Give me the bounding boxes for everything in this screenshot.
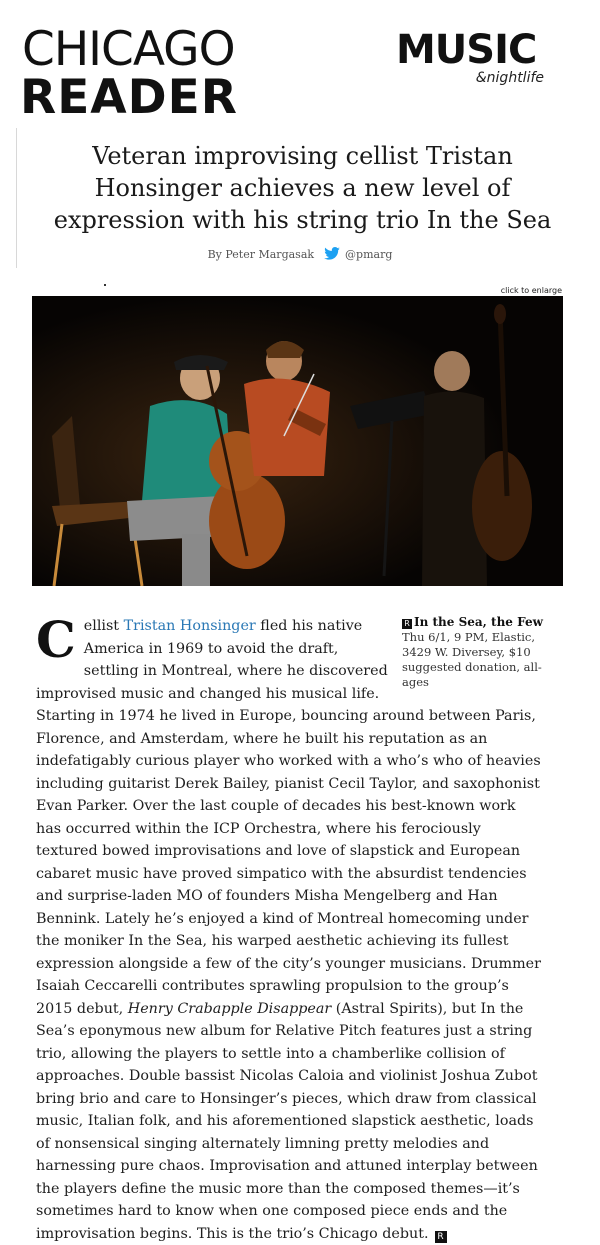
paragraph-end: (Astral Spirits), but In the Sea’s eponymous new album for Relative Pitch features just a string trio, allowing the players to settle into a chamberlike collision of approaches. Double bassist Nicolas Caloia and violinist Joshua Zubot bring brio and care to Honsinger’s pieces, which draw from classical music, Italian folk, and his aforementioned slapstick aesthetic, loads of nonsensical singing alternately limning pretty melodies and harnessing pure chaos. Improvisation and attuned interplay between the players define the music more than the composed themes—it’s sometimes hard to know when one composed piece ends and the improvisation begins. This is the trio’s Chicago debut. bbox=[36, 1000, 538, 1242]
drop-cap: C bbox=[36, 610, 76, 669]
album-title: Henry Crabapple Disappear bbox=[127, 1000, 332, 1017]
byline-author: By Peter Margasak bbox=[207, 248, 315, 261]
paragraph-middle: fled his native America in 1969 to avoid the draft, settling in Montreal, where he discovered improvised music and changed his musical life. Starting in 1974 he lived in Europe, bouncing around between Paris, Florence, and Amsterdam, where he built his reputation as an indefatigably curious player who worked with a who’s who of heavies including guitarist Derek Bailey, pianist Cecil Taylor, and saxophonist Evan Parker. Over the last couple of decades his best-known work has occurred within the ICP Orchestra, where his ferociously textured bowed improvisations and love of slapstick and European cabaret music have proved simpatico with the absurdist tendencies and surprise-laden MO of founders Misha Mengelberg and Han Bennink. Lately he’s enjoyed a kind of Montreal homecoming under the moniker In the Sea, his warped aesthetic achieving its fullest expression alongside a few of the city’s younger musicians. Drummer Isaiah Ceccarelli contributes sprawling propulsion to the group’s 2015 debut, bbox=[36, 618, 541, 1017]
section-logo[interactable] bbox=[386, 24, 558, 94]
article-photo[interactable] bbox=[32, 296, 563, 586]
logo-reader-word: READER bbox=[20, 70, 238, 125]
section-music-word: MUSIC bbox=[396, 27, 537, 73]
reader-badge-icon: R bbox=[402, 619, 412, 629]
reader-end-icon: R bbox=[435, 1231, 447, 1243]
masthead bbox=[0, 0, 600, 128]
chicago-reader-logo[interactable] bbox=[12, 20, 288, 125]
twitter-handle-link[interactable]: @pmarg bbox=[345, 248, 393, 261]
twitter-bird-icon[interactable] bbox=[324, 247, 340, 263]
click-to-enlarge-link[interactable]: click to enlarge bbox=[500, 286, 562, 295]
event-details: Thu 6/1, 9 PM, Elastic, 3429 W. Diversey, $10 suggested donation, all-ages bbox=[402, 630, 542, 689]
decorative-dot bbox=[104, 284, 106, 286]
article-paragraph bbox=[36, 610, 544, 1245]
section-nightlife-word: &nightlife bbox=[475, 70, 544, 86]
event-info bbox=[402, 615, 552, 690]
byline bbox=[0, 247, 600, 263]
article-headline: Veteran improvising cellist Tristan Honsinger achieves a new level of expression with his string trio In the Sea bbox=[53, 142, 552, 234]
event-title: In the Sea, the Few bbox=[414, 615, 543, 629]
article-body bbox=[36, 610, 544, 1245]
logo-chicago-word: CHICAGO bbox=[22, 22, 235, 77]
artist-link[interactable]: Tristan Honsinger bbox=[123, 618, 256, 634]
paragraph-start: ellist bbox=[83, 618, 124, 634]
